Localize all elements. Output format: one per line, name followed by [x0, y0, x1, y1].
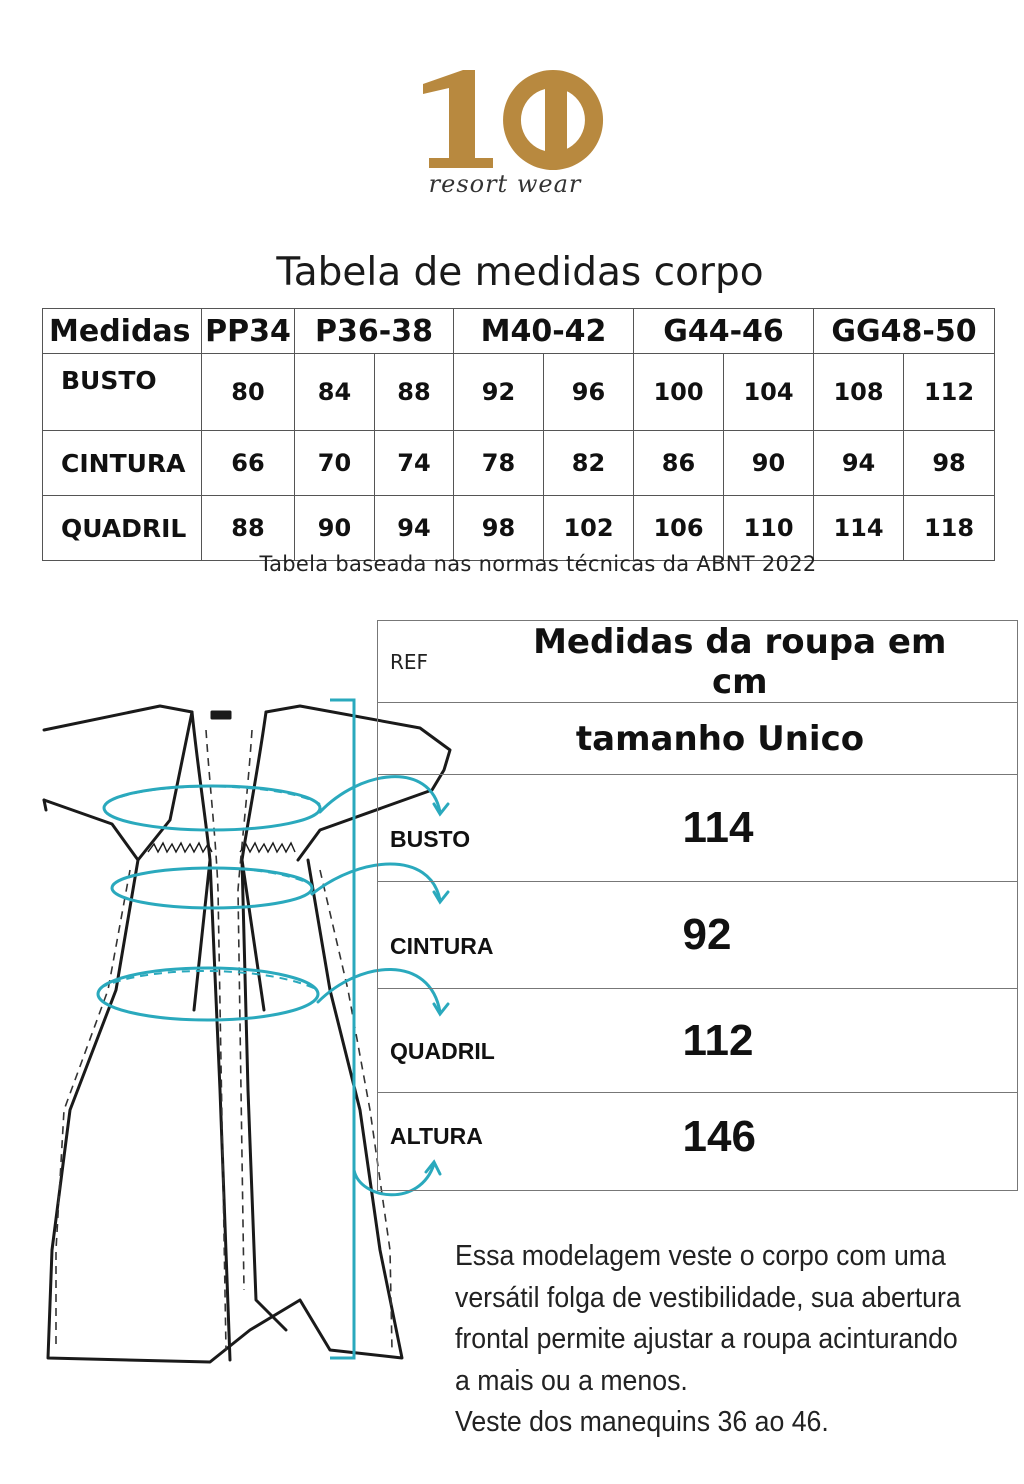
row-label: BUSTO — [378, 775, 503, 882]
description-line: Veste dos manequins 36 ao 46. — [455, 1406, 829, 1438]
body-table-title: Tabela de medidas corpo — [276, 250, 764, 295]
row-label: QUADRIL — [43, 496, 202, 561]
garment-description — [455, 1236, 979, 1444]
table-cell: 104 — [724, 354, 814, 431]
table-cell: 108 — [814, 354, 904, 431]
size-header: GG48-50 — [814, 309, 995, 354]
table-cell: 112 — [503, 989, 1018, 1093]
description-line: Essa modelagem veste o corpo com uma — [455, 1240, 946, 1272]
size-header: P36-38 — [295, 309, 454, 354]
description-line: versátil folga de vestibilidade, sua abertura — [455, 1281, 961, 1314]
table-cell: 94 — [375, 496, 454, 561]
table-cell: 74 — [375, 431, 454, 496]
table-cell: 106 — [634, 496, 724, 561]
description-line: frontal permite ajustar a roupa acinturando — [455, 1323, 958, 1355]
table-row — [43, 496, 995, 561]
table-cell: 110 — [724, 496, 814, 561]
garment-header-row — [378, 621, 1018, 703]
table-row — [378, 882, 1018, 989]
table-row — [378, 1093, 1018, 1191]
table-cell: 146 — [503, 1093, 1018, 1191]
table-row — [43, 431, 995, 496]
size-header: G44-46 — [634, 309, 814, 354]
row-label: CINTURA — [378, 882, 503, 989]
table-cell: 70 — [295, 431, 375, 496]
row-label: BUSTO — [43, 354, 202, 431]
header-medidas: Medidas — [43, 309, 202, 354]
table-row — [378, 989, 1018, 1093]
table-cell: 78 — [454, 431, 544, 496]
table-cell: 82 — [544, 431, 634, 496]
table-header-row — [43, 309, 995, 354]
garment-measures-table — [377, 620, 1018, 1191]
table-cell: 114 — [503, 775, 1018, 882]
table-cell: 100 — [634, 354, 724, 431]
body-measures-table — [42, 308, 995, 561]
description-line: a mais ou a menos. — [455, 1364, 688, 1397]
table-cell: 114 — [814, 496, 904, 561]
table-cell: 80 — [202, 354, 295, 431]
garment-size-label: tamanho Unico — [378, 703, 1018, 775]
ref-label: REF — [378, 621, 503, 703]
size-header: M40-42 — [454, 309, 634, 354]
table-cell: 86 — [634, 431, 724, 496]
row-label: QUADRIL — [378, 989, 503, 1093]
table-cell: 88 — [375, 354, 454, 431]
table-cell: 94 — [814, 431, 904, 496]
row-label: ALTURA — [378, 1093, 503, 1191]
row-label: CINTURA — [43, 431, 202, 496]
table-cell: 102 — [544, 496, 634, 561]
garment-table-title: Medidas da roupa em cm — [503, 621, 1018, 703]
table-cell: 66 — [202, 431, 295, 496]
garment-size-row — [378, 703, 1018, 775]
table-cell: 92 — [503, 882, 1018, 989]
table-cell: 92 — [454, 354, 544, 431]
table-row — [43, 354, 995, 431]
size-header: PP34 — [202, 309, 295, 354]
table-cell: 118 — [904, 496, 995, 561]
table-cell: 112 — [904, 354, 995, 431]
table-footnote: Tabela baseada nas normas técnicas da ABNT 2022 — [259, 552, 817, 576]
table-row — [378, 775, 1018, 882]
table-cell: 90 — [295, 496, 375, 561]
table-cell: 98 — [904, 431, 995, 496]
table-cell: 84 — [295, 354, 375, 431]
table-cell: 96 — [544, 354, 634, 431]
table-cell: 90 — [724, 431, 814, 496]
table-cell: 98 — [454, 496, 544, 561]
brand-tagline: resort wear — [428, 170, 582, 198]
table-cell: 88 — [202, 496, 295, 561]
